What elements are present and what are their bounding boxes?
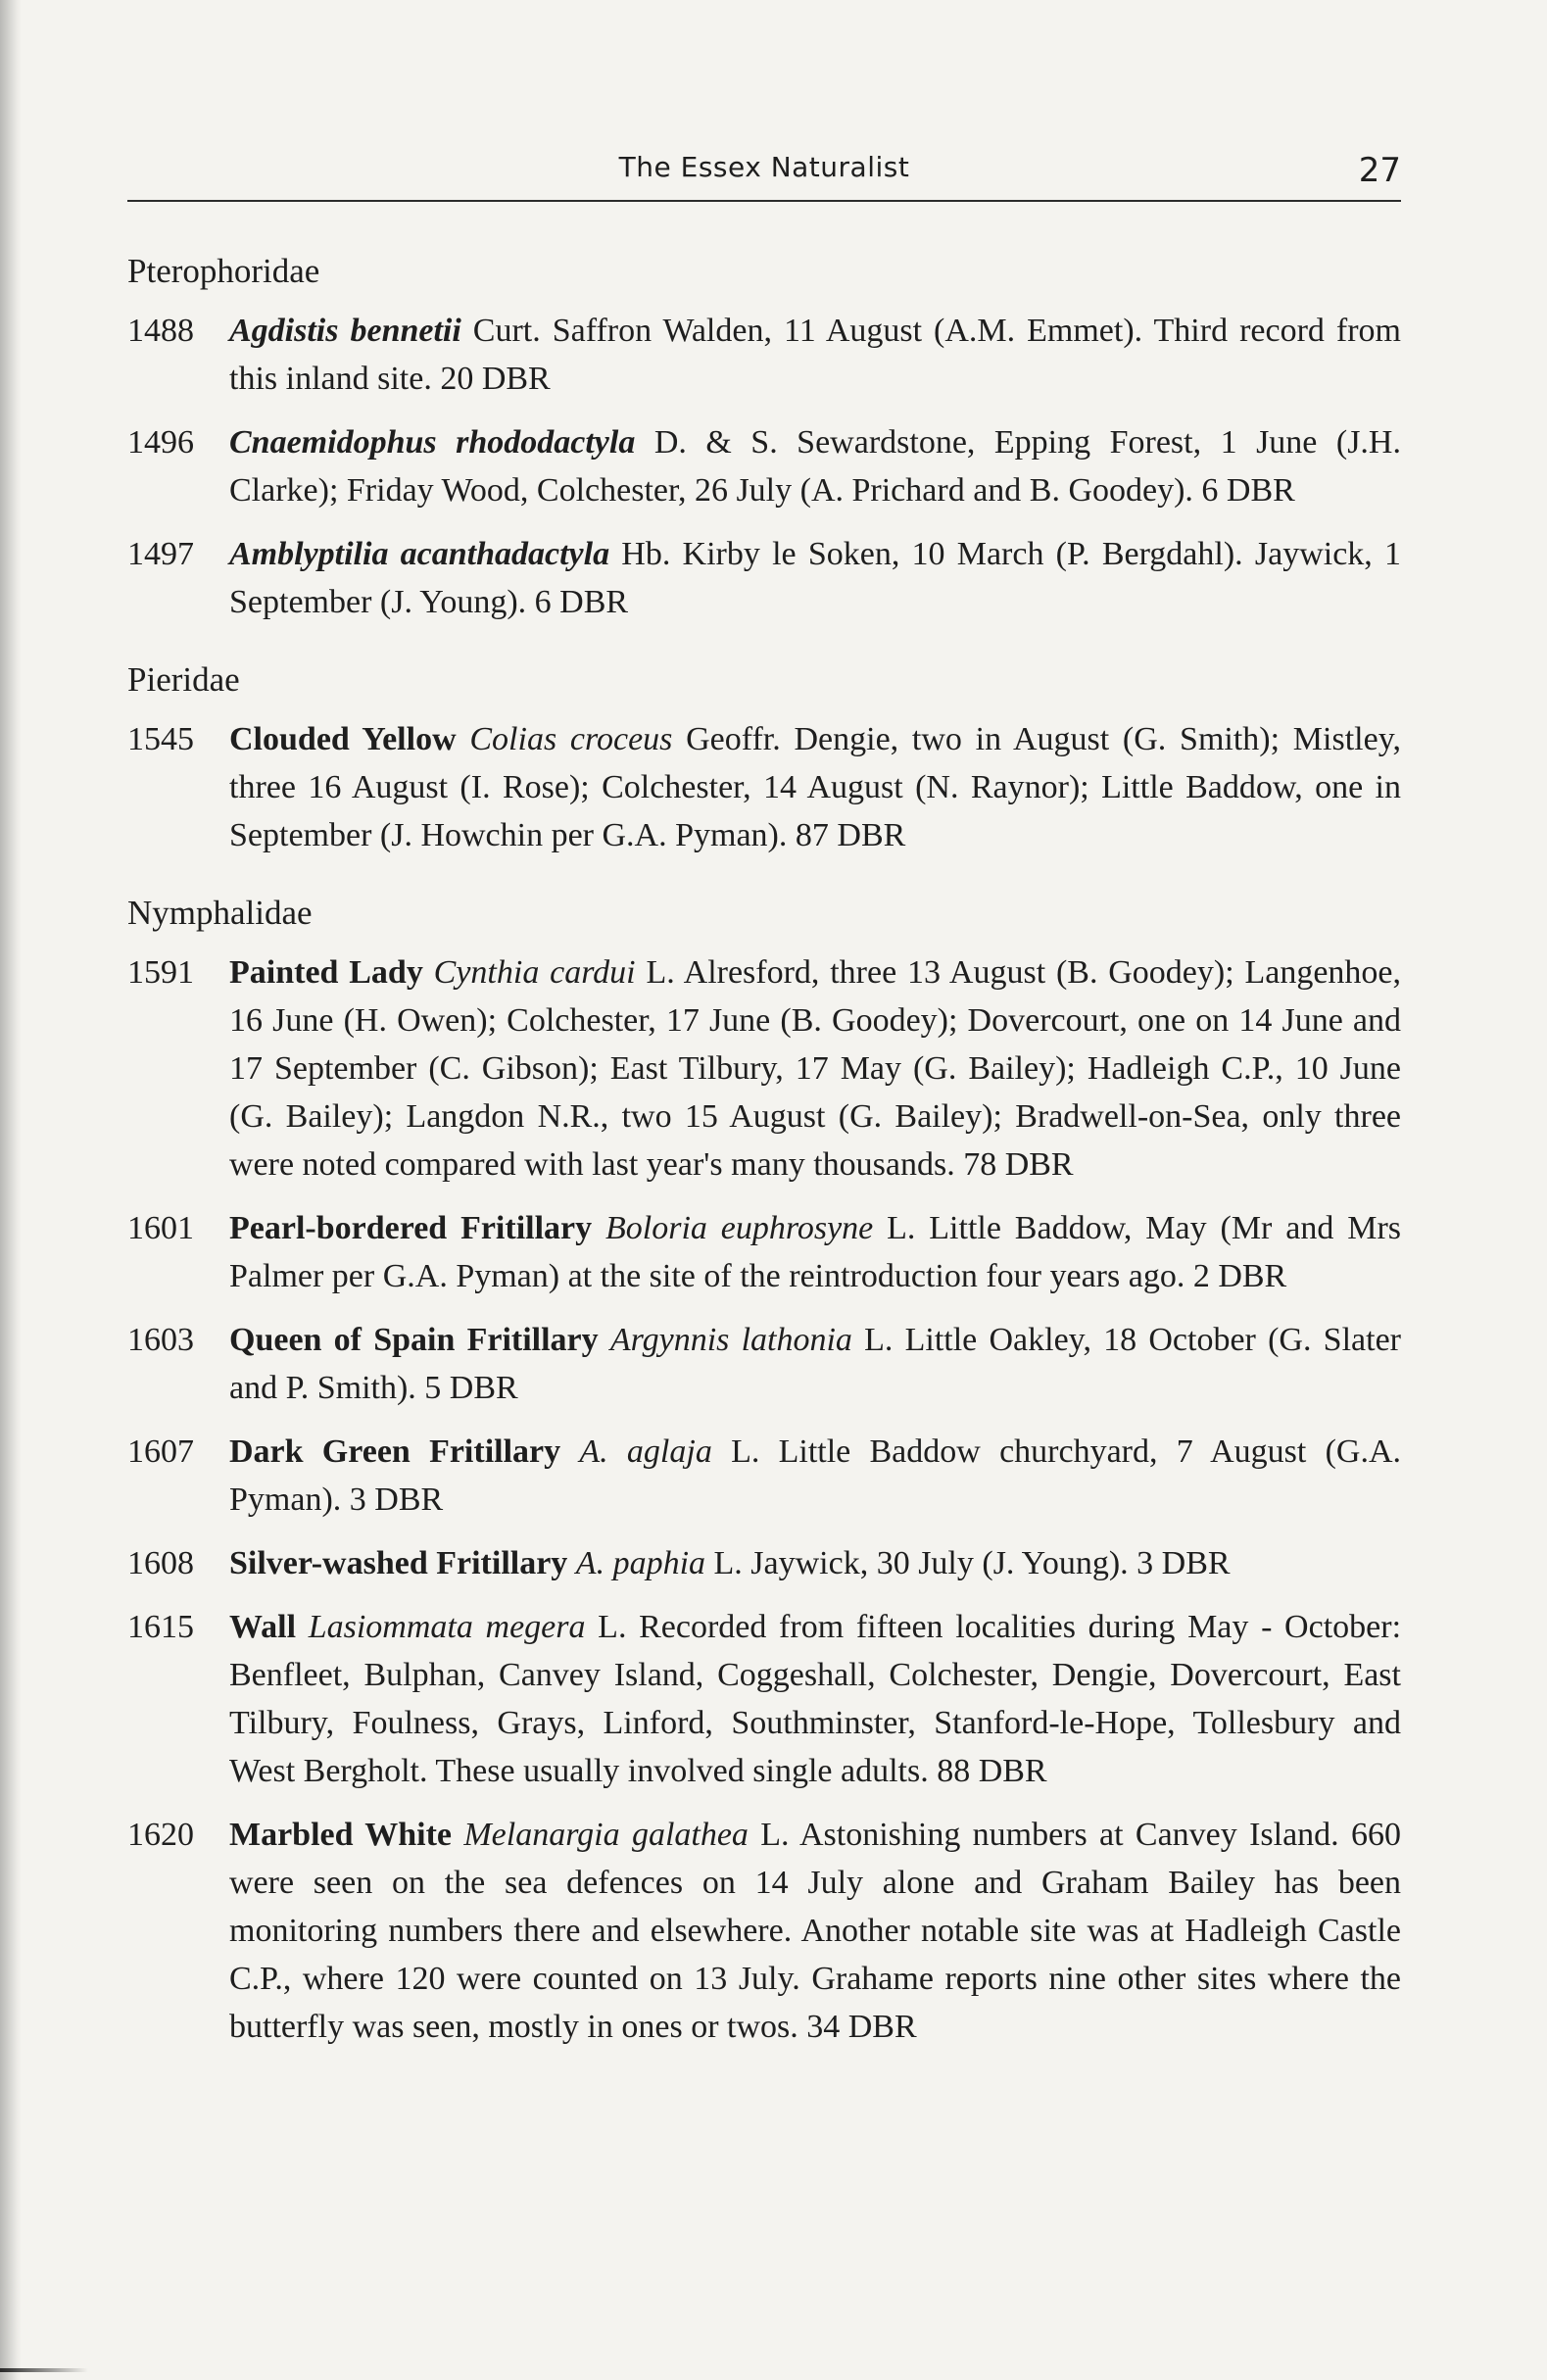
header-rule [127,200,1401,202]
scientific-name: Amblyptilia acanthadactyla [229,536,610,572]
species-entry [127,1811,1401,2051]
species-number: 1607 [127,1433,194,1470]
section-nymphalidae [127,889,1401,2051]
species-entry [127,1204,1401,1300]
record-text: L. Little Oakley, 18 October (G. Slater and P. Smith). 5 DBR [229,1322,1401,1406]
scientific-name: Lasiommata megera [308,1609,586,1645]
common-name: Silver-washed Fritillary [229,1545,568,1581]
record-text: L. Recorded from fifteen localities during May - October: Benfleet, Bulphan, Canvey Island, Coggeshall, Colchester, Dengie, Dovercourt, East Tilbury, Foulness, Grays, Linford, Southminster, Stanford-le-Hope, Tollesbury and West Bergholt. These usually involved single adults. 88 DBR [229,1609,1402,1789]
common-name: Painted Lady [229,954,423,991]
species-entry [127,948,1401,1189]
species-number: 1488 [127,313,194,349]
record-text: L. Little Baddow churchyard, 7 August (G.A. Pyman). 3 DBR [229,1433,1402,1518]
species-entry [127,1428,1401,1524]
species-number: 1620 [127,1817,194,1853]
species-number: 1601 [127,1210,194,1246]
scientific-name: Cnaemidophus rhododactyla [229,424,636,461]
species-entry [127,1539,1401,1587]
common-name: Pearl-bordered Fritillary [229,1210,593,1246]
section-pterophoridae [127,247,1401,626]
record-text: Curt. Saffron Walden, 11 August (A.M. Emmet). Third record from this inland site. 20 DBR [229,313,1401,397]
species-entry [127,418,1401,514]
scientific-name: A. paphia [575,1545,706,1581]
record-text: L. Astonishing numbers at Canvey Island. 660 were seen on the sea defences on 14 July alone and Graham Bailey has been monitoring numbers there and elsewhere. Another notable site was at Hadleigh Castle C.P., where 120 were counted on 13 July. Grahame reports nine other sites where the butterfly was seen, mostly in ones or twos. 34 DBR [229,1817,1402,2045]
section-heading: Pieridae [127,660,240,699]
record-text: D. & S. Sewardstone, Epping Forest, 1 June (J.H. Clarke); Friday Wood, Colchester, 26 July (A. Prichard and B. Goodey). 6 DBR [229,424,1401,509]
scientific-name: Boloria euphrosyne [605,1210,874,1246]
species-entry [127,530,1401,626]
running-title: The Essex Naturalist [618,151,910,183]
species-number: 1545 [127,721,194,757]
species-text [229,1539,1401,1587]
species-text [229,1428,1401,1524]
scientific-name: A. aglaja [579,1433,712,1470]
scientific-name: Melanargia galathea [463,1817,749,1853]
species-text [229,530,1401,626]
species-text [229,1603,1401,1795]
species-number: 1591 [127,954,194,991]
species-text [229,1811,1401,2051]
species-number: 1603 [127,1322,194,1358]
scientific-name: Cynthia cardui [433,954,636,991]
page-edge-mark [0,2368,88,2372]
species-text [229,418,1401,514]
common-name: Clouded Yellow [229,721,457,757]
scientific-name: Colias croceus [469,721,673,757]
species-entry [127,307,1401,403]
section-pieridae [127,656,1401,859]
record-text: Hb. Kirby le Soken, 10 March (P. Bergdahl). Jaywick, 1 September (J. Young). 6 DBR [229,536,1401,620]
page-gutter-shadow [0,0,22,2380]
page-number: 27 [1358,151,1401,190]
scientific-name: Argynnis lathonia [609,1322,852,1358]
species-number: 1608 [127,1545,194,1581]
common-name: Marbled White [229,1817,453,1853]
section-heading: Pterophoridae [127,252,320,290]
species-text [229,948,1401,1189]
species-entry [127,1603,1401,1795]
scientific-name: Agdistis bennetii [229,313,461,349]
section-heading: Nymphalidae [127,894,313,932]
record-text: L. Alresford, three 13 August (B. Goodey); Langenhoe, 16 June (H. Owen); Colchester, 17 June (B. Goodey); Dovercourt, one on 14 June and 17 September (C. Gibson); East Tilbury, 17 May (G. Bailey); Hadleigh C.P., 10 June (G. Bailey); Langdon N.R., two 15 August (G. Bailey); Bradwell-on-Sea, only three were noted compared with last year's many thousands. 78 DBR [229,954,1402,1183]
species-entry [127,715,1401,859]
record-text: L. Jaywick, 30 July (J. Young). 3 DBR [705,1545,1231,1581]
species-entry [127,1316,1401,1412]
species-number: 1497 [127,536,194,572]
common-name: Queen of Spain Fritillary [229,1322,599,1358]
record-text: Geoffr. Dengie, two in August (G. Smith); Mistley, three 16 August (I. Rose); Colchester, 14 August (N. Raynor); Little Baddow, one in September (J. Howchin per G.A. Pyman). 87 DBR [229,721,1401,853]
common-name: Wall [229,1609,297,1645]
species-text [229,715,1401,859]
species-text [229,1204,1401,1300]
record-text: L. Little Baddow, May (Mr and Mrs Palmer per G.A. Pyman) at the site of the reintroduction four years ago. 2 DBR [229,1210,1401,1294]
species-number: 1615 [127,1609,194,1645]
species-text [229,307,1401,403]
common-name: Dark Green Fritillary [229,1433,561,1470]
species-text [229,1316,1401,1412]
page-body [127,247,1401,2080]
species-number: 1496 [127,424,194,461]
page-header [127,147,1401,202]
